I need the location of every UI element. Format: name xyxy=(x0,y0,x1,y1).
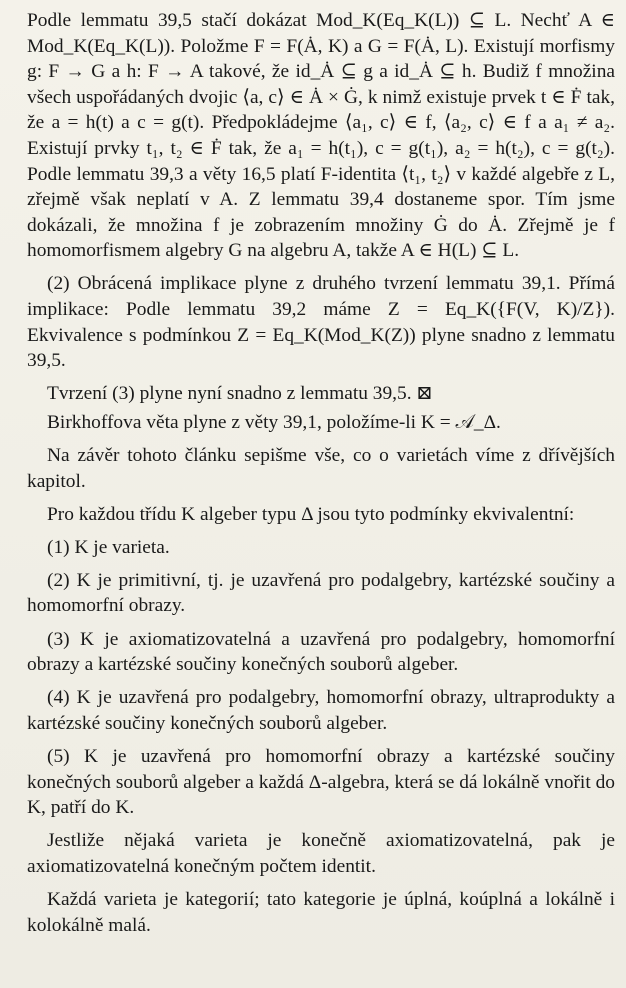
page-text xyxy=(27,8,615,946)
paragraph-category: Každá varieta je kategorií; tato kategorie je úplná, koúplná a lokálně i kolokálně malá. xyxy=(27,888,615,936)
condition-2: (2) K je primitivní, tj. je uzavřená pro podalgebry, kartézské součiny a homomorfní obrazy. xyxy=(27,569,615,617)
paragraph-proof-part-1: Podle lemmatu 39,5 stačí dokázat Mod_K(Eq_K(L)) ⊆ L. Nechť A ∈ Mod_K(Eq_K(L)). Položme F = F(Ȧ, K) a G = F(Ȧ, L). Existují morfismy g: F → G a h: F → A takové, že id_Ȧ ⊆ g a id_Ȧ ⊆ h. Budiž f množina všech uspořádaných dvojic ⟨a, c⟩ ∈ Ȧ × Ġ, k nimž existuje prvek t ∈ Ḟ tak, že a = h(t) a c = g(t). Předpokládejme ⟨a₁, c⟩ ∈ f, ⟨a₂, c⟩ ∈ f a a₁ ≠ a₂. Existují prvky t₁, t₂ ∈ Ḟ tak, že a₁ = h(t₁), c = g(t₁), a₂ = h(t₂), c = g(t₂). Podle lemmatu 39,3 a věty 16,5 platí F-identita ⟨t₁, t₂⟩ v každé algebře z L, zřejmě však neplatí v A. Z lemmatu 39,4 dostaneme spor. Tím jsme dokázali, že množina f je zobrazením množiny Ġ do Ȧ. Zřejmě je f homomorfismem algebry G na algebru A, takže A ∈ H(L) ⊆ L. xyxy=(27,10,615,262)
condition-1: (1) K je varieta. xyxy=(47,536,170,558)
paragraph-proof-part-3: Tvrzení (3) plyne nyní snadno z lemmatu 39,5. ⊠ xyxy=(47,383,433,405)
condition-4: (4) K je uzavřená pro podalgebry, homomorfní obrazy, ultraprodukty a kartézské součiny konečných souborů algeber. xyxy=(27,687,615,734)
paragraph-summary-intro: Na závěr tohoto článku sepišme vše, co o varietách víme z dřívějších kapitol. xyxy=(27,445,615,492)
paragraph-proof-part-2: (2) Obrácená implikace plyne z druhého tvrzení lemmatu 39,1. Přímá implikace: Podle lemmatu 39,2 máme Z = Eq_K({F(V, K)/Z}). Ekvivalence s podmínkou Z = Eq_K(Mod_K(Z)) plyne snadno z lemmatu 39,5. xyxy=(27,273,615,372)
condition-3: (3) K je axiomatizovatelná a uzavřená pro podalgebry, homomorfní obrazy a kartézské součiny konečných souborů algeber. xyxy=(27,628,615,676)
paragraph-birkhoff: Birkhoffova věta plyne z věty 39,1, položíme-li K = 𝒜_Δ. xyxy=(47,411,501,433)
paragraph-equivalence-statement: Pro každou třídu K algeber typu Δ jsou tyto podmínky ekvivalentní: xyxy=(47,503,575,525)
paragraph-finite-axiomatizability: Jestliže nějaká varieta je konečně axiomatizovatelná, pak je axiomatizovatelná konečným počtem identit. xyxy=(27,830,615,877)
condition-5: (5) K je uzavřená pro homomorfní obrazy a kartézské součiny konečných souborů algeber a každá Δ-algebra, která se dá lokálně vnořit do K, patří do K. xyxy=(27,745,615,819)
